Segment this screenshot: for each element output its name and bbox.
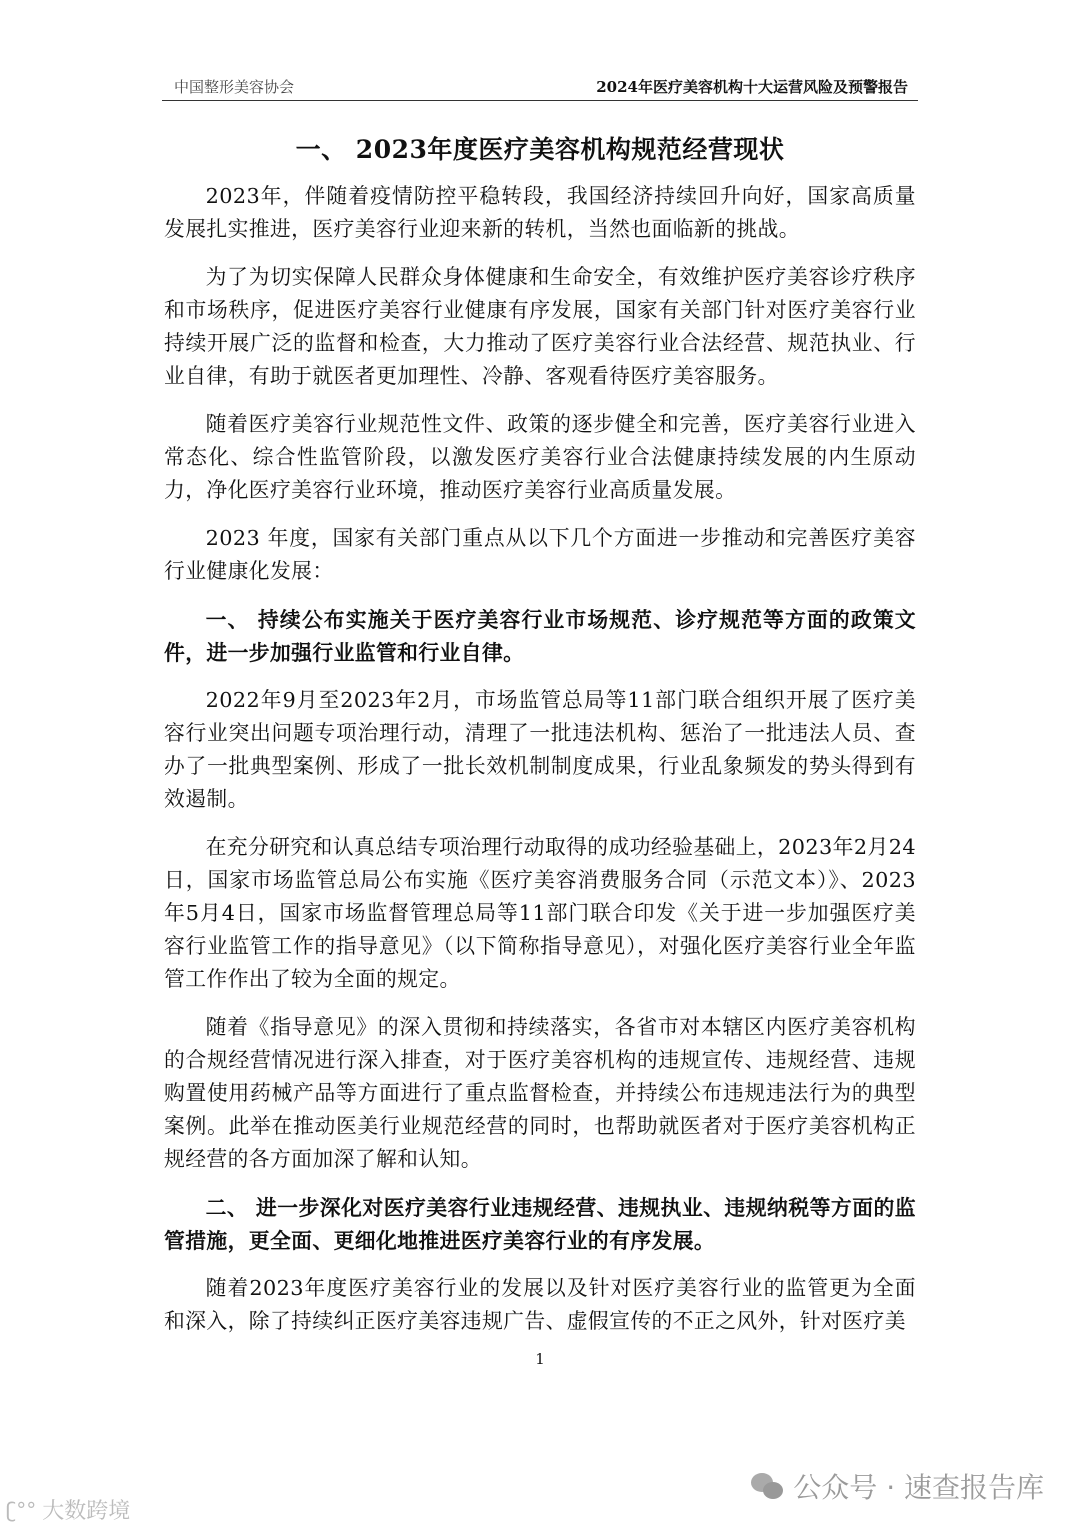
header-organization: 中国整形美容协会 (174, 78, 295, 96)
document-body (164, 180, 916, 1353)
wechat-watermark (751, 1466, 1044, 1506)
subheading: 一、 持续公布实施关于医疗美容行业市场规范、诊疗规范等方面的政策文件，进一步加强行业监管和行业自律。 (164, 607, 916, 665)
paragraph: 随着2023年度医疗美容行业的发展以及针对医疗美容行业的监管更为全面和深入，除了持续纠正医疗美容违规广告、虚假宣传的不正之风外，针对医疗美 (164, 1276, 916, 1333)
watermark-text: 公众号 · 速查报告库 (793, 1471, 1044, 1504)
paragraph: 2023 年度，国家有关部门重点从以下几个方面进一步推动和完善医疗美容行业健康化发展： (164, 526, 916, 583)
subheading: 二、 进一步深化对医疗美容行业违规经营、违规执业、违规纳税等方面的监管措施，更全面、更细化地推进医疗美容行业的有序发展。 (164, 1195, 916, 1253)
paragraph: 2023年，伴随着疫情防控平稳转段，我国经济持续回升向好，国家高质量发展扎实推进，医疗美容行业迎来新的转机，当然也面临新的挑战。 (164, 184, 916, 241)
brand-logo-icon: ʗ°° (6, 1497, 37, 1522)
brand-watermark (6, 1494, 130, 1525)
paragraph: 2022年9月至2023年2月，市场监管总局等11部门联合组织开展了医疗美容行业突出问题专项治理行动，清理了一批违法机构、惩治了一批违法人员、查办了一批典型案例、形成了一批长效机制制度成果，行业乱象频发的势头得到有效遏制。 (164, 688, 916, 811)
paragraph: 为了为切实保障人民群众身体健康和生命安全，有效维护医疗美容诊疗秩序和市场秩序，促进医疗美容行业健康有序发展，国家有关部门针对医疗美容行业持续开展广泛的监督和检查，大力推动了医疗美容行业合法经营、规范执业、行业自律，有助于就医者更加理性、冷静、客观看待医疗美容服务。 (164, 265, 916, 388)
wechat-icon (751, 1471, 785, 1501)
header-report-title: 2024年医疗美容机构十大运营风险及预警报告 (596, 78, 908, 96)
section-title: 一、 2023年度医疗美容机构规范经营现状 (295, 135, 785, 164)
page-header (162, 76, 918, 101)
page-number: 1 (535, 1350, 545, 1368)
brand-watermark-text: 大数跨境 (42, 1499, 131, 1524)
paragraph: 随着医疗美容行业规范性文件、政策的逐步健全和完善，医疗美容行业进入常态化、综合性监管阶段，以激发医疗美容行业合法健康持续发展的内生原动力，净化医疗美容行业环境，推动医疗美容行业高质量发展。 (164, 412, 916, 502)
paragraph: 随着《指导意见》的深入贯彻和持续落实，各省市对本辖区内医疗美容机构的合规经营情况进行深入排查，对于医疗美容机构的违规宣传、违规经营、违规购置使用药械产品等方面进行了重点监督检查，并持续公布违规违法行为的典型案例。此举在推动医美行业规范经营的同时，也帮助就医者对于医疗美容机构正规经营的各方面加深了解和认知。 (164, 1015, 916, 1171)
paragraph: 在充分研究和认真总结专项治理行动取得的成功经验基础上，2023年2月24日，国家市场监管总局公布实施《医疗美容消费服务合同（示范文本）》、2023年5月4日，国家市场监督管理总局等11部门联合印发《关于进一步加强医疗美容行业监管工作的指导意见》（以下简称指导意见），对强化医疗美容行业全年监管工作作出了较为全面的规定。 (164, 835, 916, 991)
